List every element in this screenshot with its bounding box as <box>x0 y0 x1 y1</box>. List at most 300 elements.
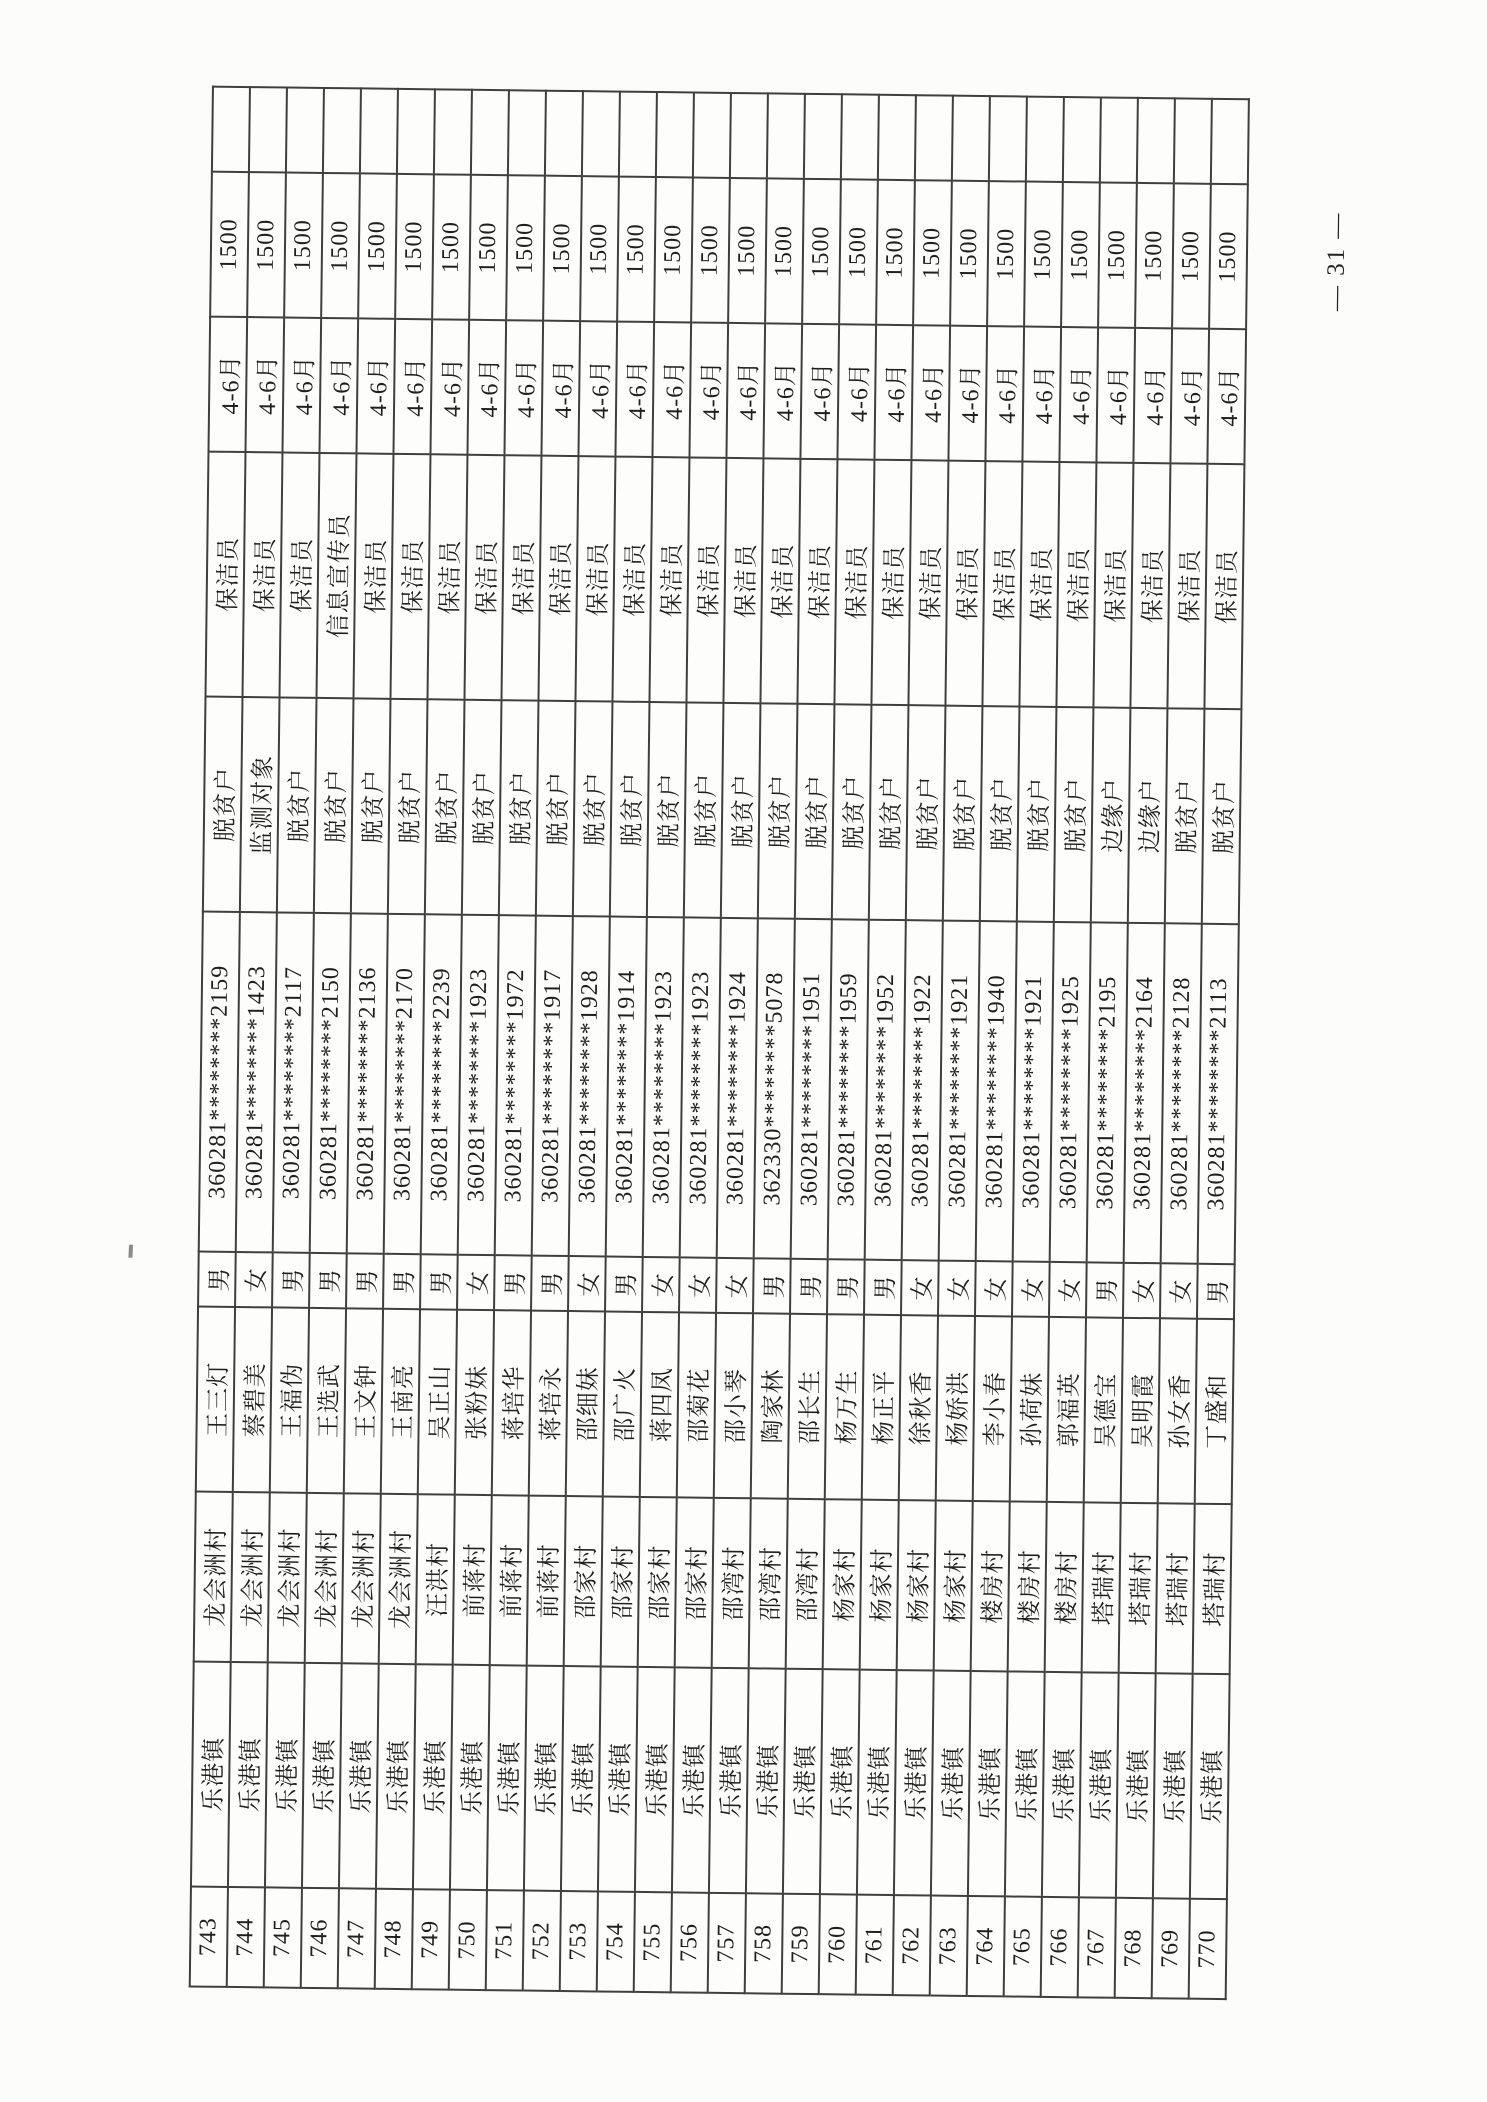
cell-months: 4-6月 <box>1059 327 1098 462</box>
cell-village: 塔瑞村 <box>1156 1503 1195 1673</box>
cell-village: 塔瑞村 <box>1119 1503 1158 1673</box>
cell-serial: 765 <box>1004 1896 1042 1996</box>
cell-post: 保洁员 <box>908 460 948 705</box>
cell-post: 信息宣传员 <box>316 453 356 698</box>
cell-name: 孙荷妹 <box>1010 1316 1049 1501</box>
cell-months: 4-6月 <box>430 319 469 454</box>
cell-name: 徐秋香 <box>899 1315 938 1500</box>
cell-town: 乐港镇 <box>265 1662 305 1887</box>
cell-remark <box>212 87 250 172</box>
cell-gender: 女 <box>1012 1261 1050 1316</box>
cell-gender: 男 <box>605 1256 643 1311</box>
cell-amount: 1500 <box>839 179 878 324</box>
cell-village: 邵湾村 <box>712 1498 751 1668</box>
cell-name: 邵小琴 <box>714 1313 753 1498</box>
cell-serial: 752 <box>523 1891 561 1991</box>
cell-serial: 751 <box>486 1890 524 1990</box>
cell-months: 4-6月 <box>319 318 358 453</box>
cell-id_number: 360281********2239 <box>421 914 462 1254</box>
cell-amount: 1500 <box>506 175 545 320</box>
cell-serial: 757 <box>708 1893 746 1993</box>
cell-gender: 男 <box>309 1253 347 1308</box>
cell-months: 4-6月 <box>1133 328 1172 463</box>
cell-id_number: 360281********1928 <box>569 916 610 1256</box>
cell-category: 脱贫户 <box>277 697 317 912</box>
subsidy-table <box>189 86 1250 2001</box>
cell-id_number: 360281********2113 <box>1198 924 1239 1264</box>
cell-serial: 761 <box>856 1895 894 1995</box>
cell-post: 保洁员 <box>1093 462 1133 707</box>
cell-village: 前蒋村 <box>490 1495 529 1665</box>
cell-town: 乐港镇 <box>672 1667 712 1892</box>
cell-village: 杨家村 <box>823 1499 862 1669</box>
cell-town: 乐港镇 <box>857 1670 897 1895</box>
cell-name: 邵菊花 <box>677 1312 716 1497</box>
cell-gender: 女 <box>568 1256 606 1311</box>
cell-serial: 769 <box>1152 1898 1190 1998</box>
cell-amount: 1500 <box>654 177 693 322</box>
cell-gender: 女 <box>1123 1263 1161 1318</box>
cell-town: 乐港镇 <box>709 1668 749 1893</box>
cell-post: 保洁员 <box>390 454 430 699</box>
cell-id_number: 360281********1921 <box>1013 921 1054 1261</box>
cell-name: 杨正平 <box>862 1315 901 1500</box>
cell-category: 脱贫户 <box>684 702 724 917</box>
cell-remark <box>471 90 509 175</box>
cell-post: 保洁员 <box>427 454 467 699</box>
scan-artifact <box>128 1245 133 1258</box>
cell-amount: 1500 <box>1172 183 1211 328</box>
cell-town: 乐港镇 <box>635 1667 675 1892</box>
cell-category: 脱贫户 <box>351 698 391 913</box>
cell-category: 脱贫户 <box>1202 709 1242 924</box>
cell-months: 4-6月 <box>1170 328 1209 463</box>
cell-category: 脱贫户 <box>610 702 650 917</box>
cell-category: 脱贫户 <box>203 697 243 912</box>
cell-months: 4-6月 <box>467 320 506 455</box>
cell-town: 乐港镇 <box>1042 1672 1082 1897</box>
cell-id_number: 360281********1925 <box>1050 922 1091 1262</box>
cell-name: 邵广火 <box>603 1311 642 1496</box>
cell-serial: 744 <box>227 1887 265 1987</box>
cell-post: 保洁员 <box>612 457 652 702</box>
cell-id_number: 360281********1940 <box>976 921 1017 1261</box>
cell-category: 边缘户 <box>1091 707 1131 922</box>
cell-post: 保洁员 <box>982 461 1022 706</box>
cell-serial: 748 <box>375 1889 413 1989</box>
cell-category: 脱贫户 <box>425 699 465 914</box>
cell-town: 乐港镇 <box>413 1664 453 1889</box>
cell-id_number: 360281********1952 <box>865 920 906 1260</box>
cell-remark <box>841 94 879 179</box>
cell-town: 乐港镇 <box>302 1663 342 1888</box>
cell-post: 保洁员 <box>501 455 541 700</box>
cell-name: 孙女香 <box>1158 1318 1197 1503</box>
cell-town: 乐港镇 <box>1190 1674 1230 1899</box>
cell-id_number: 360281********1923 <box>680 917 721 1257</box>
cell-id_number: 360281********2117 <box>273 912 314 1252</box>
cell-village: 龙会洲村 <box>268 1492 307 1662</box>
cell-category: 脱贫户 <box>980 706 1020 921</box>
cell-months: 4-6月 <box>800 324 839 459</box>
cell-post: 保洁员 <box>353 453 393 698</box>
cell-category: 脱贫户 <box>647 702 687 917</box>
cell-serial: 749 <box>412 1889 450 1989</box>
cell-category: 脱贫户 <box>795 704 835 919</box>
page-number: — 31 — <box>1322 211 1351 312</box>
cell-amount: 1500 <box>1209 184 1248 329</box>
cell-name: 蒋培华 <box>492 1310 531 1495</box>
cell-serial: 753 <box>560 1891 598 1991</box>
cell-town: 乐港镇 <box>931 1671 971 1896</box>
cell-serial: 756 <box>671 1892 709 1992</box>
cell-gender: 女 <box>938 1261 976 1316</box>
cell-gender: 男 <box>494 1255 532 1310</box>
cell-village: 前蒋村 <box>527 1496 566 1666</box>
cell-amount: 1500 <box>358 173 397 318</box>
cell-serial: 768 <box>1115 1898 1153 1998</box>
cell-amount: 1500 <box>617 177 656 322</box>
cell-village: 塔瑞村 <box>1193 1504 1232 1674</box>
cell-months: 4-6月 <box>948 326 987 461</box>
cell-id_number: 360281********1959 <box>828 919 869 1259</box>
cell-village: 龙会洲村 <box>194 1492 233 1662</box>
cell-id_number: 360281********1922 <box>902 920 943 1260</box>
cell-post: 保洁员 <box>723 458 763 703</box>
cell-gender: 男 <box>346 1253 384 1308</box>
cell-name: 吴正山 <box>418 1309 457 1494</box>
cell-amount: 1500 <box>987 181 1026 326</box>
cell-remark <box>360 88 398 173</box>
cell-gender: 男 <box>383 1254 421 1309</box>
cell-gender: 男 <box>753 1258 791 1313</box>
cell-town: 乐港镇 <box>746 1668 786 1893</box>
cell-category: 脱贫户 <box>1017 707 1057 922</box>
cell-category: 脱贫户 <box>758 703 798 918</box>
cell-town: 乐港镇 <box>968 1671 1008 1896</box>
cell-remark <box>397 89 435 174</box>
cell-id_number: 360281********1921 <box>939 921 980 1261</box>
cell-name: 邵长生 <box>788 1314 827 1499</box>
cell-id_number: 360281********2136 <box>347 913 388 1253</box>
cell-name: 蒋四凤 <box>640 1312 679 1497</box>
cell-gender: 女 <box>975 1261 1013 1316</box>
cell-village: 杨家村 <box>897 1500 936 1670</box>
cell-id_number: 362330********5078 <box>754 918 795 1258</box>
cell-amount: 1500 <box>728 178 767 323</box>
cell-id_number: 360281********2128 <box>1161 923 1202 1263</box>
cell-village: 楼房村 <box>971 1501 1010 1671</box>
cell-amount: 1500 <box>1061 182 1100 327</box>
cell-town: 乐港镇 <box>524 1666 564 1891</box>
cell-name: 王福伪 <box>270 1307 309 1492</box>
cell-gender: 女 <box>1160 1263 1198 1318</box>
cell-name: 杨娇洪 <box>936 1316 975 1501</box>
cell-category: 脱贫户 <box>943 706 983 921</box>
cell-town: 乐港镇 <box>1153 1673 1193 1898</box>
cell-town: 乐港镇 <box>820 1669 860 1894</box>
cell-name: 王三灯 <box>196 1307 235 1492</box>
cell-serial: 762 <box>893 1895 931 1995</box>
cell-post: 保洁员 <box>538 456 578 701</box>
cell-post: 保洁员 <box>575 456 615 701</box>
cell-town: 乐港镇 <box>339 1663 379 1888</box>
cell-remark <box>1137 98 1175 183</box>
cell-months: 4-6月 <box>726 323 765 458</box>
cell-serial: 759 <box>782 1894 820 1994</box>
cell-gender: 男 <box>790 1259 828 1314</box>
cell-name: 郭福英 <box>1047 1317 1086 1502</box>
cell-months: 4-6月 <box>282 317 321 452</box>
cell-gender: 女 <box>642 1257 680 1312</box>
cell-id_number: 360281********1951 <box>791 919 832 1259</box>
cell-gender: 男 <box>827 1259 865 1314</box>
cell-town: 乐港镇 <box>450 1665 490 1890</box>
cell-remark <box>508 90 546 175</box>
cell-serial: 767 <box>1078 1897 1116 1997</box>
cell-post: 保洁员 <box>279 452 319 697</box>
cell-amount: 1500 <box>1098 182 1137 327</box>
cell-post: 保洁员 <box>1056 462 1096 707</box>
cell-name: 邵细妹 <box>566 1311 605 1496</box>
cell-serial: 747 <box>338 1888 376 1988</box>
cell-village: 龙会洲村 <box>342 1493 381 1663</box>
cell-village: 龙会洲村 <box>305 1493 344 1663</box>
cell-post: 保洁员 <box>243 452 283 697</box>
cell-gender: 女 <box>716 1258 754 1313</box>
cell-village: 邵家村 <box>638 1497 677 1667</box>
cell-amount: 1500 <box>469 175 508 320</box>
cell-name: 张粉妹 <box>455 1310 494 1495</box>
cell-gender: 男 <box>864 1260 902 1315</box>
cell-id_number: 360281********2170 <box>384 914 425 1254</box>
cell-amount: 1500 <box>580 176 619 321</box>
cell-amount: 1500 <box>1024 182 1063 327</box>
cell-post: 保洁员 <box>1130 463 1170 708</box>
cell-remark <box>989 96 1027 181</box>
cell-remark <box>1174 98 1212 183</box>
cell-serial: 760 <box>819 1894 857 1994</box>
cell-gender: 女 <box>901 1260 939 1315</box>
cell-remark <box>656 92 694 177</box>
cell-post: 保洁员 <box>1204 464 1244 709</box>
cell-amount: 1500 <box>210 172 249 317</box>
cell-name: 蒋培永 <box>529 1311 568 1496</box>
cell-months: 4-6月 <box>1022 327 1061 462</box>
cell-gender: 男 <box>1197 1264 1235 1319</box>
cell-village: 塔瑞村 <box>1082 1502 1121 1672</box>
cell-amount: 1500 <box>802 179 841 324</box>
cell-category: 脱贫户 <box>721 703 761 918</box>
table-body <box>190 87 1249 2000</box>
cell-town: 乐港镇 <box>228 1662 268 1887</box>
cell-post: 保洁员 <box>206 452 246 697</box>
cell-category: 脱贫户 <box>388 699 428 914</box>
cell-post: 保洁员 <box>1167 463 1207 708</box>
cell-village: 楼房村 <box>1008 1501 1047 1671</box>
cell-name: 丁盛和 <box>1195 1319 1234 1504</box>
cell-serial: 743 <box>190 1886 228 1986</box>
cell-category: 脱贫户 <box>1165 708 1205 923</box>
cell-remark <box>952 96 990 181</box>
cell-months: 4-6月 <box>911 325 950 460</box>
cell-amount: 1500 <box>543 176 582 321</box>
cell-gender: 女 <box>457 1255 495 1310</box>
cell-category: 脱贫户 <box>536 701 576 916</box>
cell-months: 4-6月 <box>393 319 432 454</box>
cell-name: 陶家林 <box>751 1313 790 1498</box>
cell-months: 4-6月 <box>541 321 580 456</box>
cell-gender: 男 <box>420 1254 458 1309</box>
cell-town: 乐港镇 <box>376 1664 416 1889</box>
cell-gender: 男 <box>531 1256 569 1311</box>
cell-category: 脱贫户 <box>573 701 613 916</box>
cell-town: 乐港镇 <box>894 1670 934 1895</box>
cell-category: 监测对象 <box>240 697 280 912</box>
cell-gender: 女 <box>235 1252 273 1307</box>
cell-id_number: 360281********2159 <box>199 912 240 1252</box>
cell-months: 4-6月 <box>208 317 247 452</box>
cell-village: 汪洪村 <box>416 1494 455 1664</box>
cell-id_number: 360281********1924 <box>717 918 758 1258</box>
cell-name: 杨万生 <box>825 1314 864 1499</box>
cell-amount: 1500 <box>913 180 952 325</box>
cell-months: 4-6月 <box>615 322 654 457</box>
cell-village: 龙会洲村 <box>231 1492 270 1662</box>
cell-serial: 750 <box>449 1890 487 1990</box>
cell-town: 乐港镇 <box>561 1666 601 1891</box>
cell-remark <box>1063 97 1101 182</box>
cell-gender: 女 <box>679 1257 717 1312</box>
cell-post: 保洁员 <box>797 459 837 704</box>
cell-remark <box>915 95 953 180</box>
cell-village: 杨家村 <box>934 1501 973 1671</box>
cell-amount: 1500 <box>395 174 434 319</box>
cell-months: 4-6月 <box>652 322 691 457</box>
cell-name: 李小春 <box>973 1316 1012 1501</box>
cell-town: 乐港镇 <box>1079 1672 1119 1897</box>
cell-serial: 770 <box>1189 1899 1227 1999</box>
cell-remark <box>1026 97 1064 182</box>
cell-serial: 763 <box>930 1896 968 1996</box>
cell-category: 脱贫户 <box>462 700 502 915</box>
cell-months: 4-6月 <box>1096 327 1135 462</box>
cell-village: 杨家村 <box>860 1500 899 1670</box>
cell-town: 乐港镇 <box>783 1669 823 1894</box>
cell-town: 乐港镇 <box>487 1665 527 1890</box>
cell-name: 蔡碧美 <box>233 1307 272 1492</box>
cell-village: 邵湾村 <box>786 1499 825 1669</box>
cell-village: 龙会洲村 <box>379 1494 418 1664</box>
cell-remark <box>582 91 620 176</box>
cell-remark <box>249 87 287 172</box>
cell-remark <box>1100 97 1138 182</box>
cell-id_number: 360281********2164 <box>1124 923 1165 1263</box>
cell-serial: 764 <box>967 1896 1005 1996</box>
cell-category: 边缘户 <box>1128 708 1168 923</box>
cell-id_number: 360281********1423 <box>236 912 277 1252</box>
cell-post: 保洁员 <box>871 460 911 705</box>
cell-amount: 1500 <box>247 172 286 317</box>
cell-category: 脱贫户 <box>499 700 539 915</box>
cell-id_number: 360281********1923 <box>458 915 499 1255</box>
cell-gender: 女 <box>1049 1262 1087 1317</box>
cell-months: 4-6月 <box>578 321 617 456</box>
cell-months: 4-6月 <box>689 322 728 457</box>
cell-serial: 758 <box>745 1893 783 1993</box>
cell-remark <box>1211 99 1249 184</box>
cell-village: 邵湾村 <box>749 1498 788 1668</box>
cell-village: 前蒋村 <box>453 1495 492 1665</box>
cell-remark <box>878 95 916 180</box>
cell-remark <box>545 91 583 176</box>
cell-town: 乐港镇 <box>1005 1671 1045 1896</box>
cell-months: 4-6月 <box>985 326 1024 461</box>
cell-remark <box>286 88 324 173</box>
cell-remark <box>730 93 768 178</box>
cell-id_number: 360281********1914 <box>606 917 647 1257</box>
cell-serial: 755 <box>634 1892 672 1992</box>
cell-category: 脱贫户 <box>869 705 909 920</box>
cell-amount: 1500 <box>321 173 360 318</box>
cell-post: 保洁员 <box>649 457 689 702</box>
cell-village: 邵家村 <box>564 1496 603 1666</box>
cell-gender: 男 <box>1086 1262 1124 1317</box>
cell-id_number: 360281********1972 <box>495 915 536 1255</box>
cell-id_number: 360281********1923 <box>643 917 684 1257</box>
cell-gender: 男 <box>272 1252 310 1307</box>
cell-category: 脱贫户 <box>906 705 946 920</box>
cell-id_number: 360281********2150 <box>310 913 351 1253</box>
cell-post: 保洁员 <box>686 457 726 702</box>
cell-remark <box>619 92 657 177</box>
cell-months: 4-6月 <box>763 323 802 458</box>
cell-remark <box>434 89 472 174</box>
cell-name: 王选武 <box>307 1308 346 1493</box>
cell-amount: 1500 <box>950 181 989 326</box>
cell-serial: 754 <box>597 1891 635 1991</box>
cell-months: 4-6月 <box>837 324 876 459</box>
cell-months: 4-6月 <box>245 317 284 452</box>
cell-town: 乐港镇 <box>1116 1673 1156 1898</box>
cell-remark <box>767 93 805 178</box>
cell-months: 4-6月 <box>356 318 395 453</box>
cell-id_number: 360281********1917 <box>532 916 573 1256</box>
cell-serial: 745 <box>264 1887 302 1987</box>
cell-village: 邵家村 <box>601 1496 640 1666</box>
cell-amount: 1500 <box>765 178 804 323</box>
cell-remark <box>693 92 731 177</box>
cell-category: 脱贫户 <box>832 704 872 919</box>
cell-name: 吴德宝 <box>1084 1317 1123 1502</box>
cell-amount: 1500 <box>284 173 323 318</box>
cell-months: 4-6月 <box>1207 329 1246 464</box>
cell-name: 王南亮 <box>381 1309 420 1494</box>
cell-amount: 1500 <box>1135 183 1174 328</box>
cell-village: 邵家村 <box>675 1497 714 1667</box>
cell-amount: 1500 <box>432 174 471 319</box>
cell-post: 保洁员 <box>760 458 800 703</box>
cell-post: 保洁员 <box>1019 462 1059 707</box>
cell-serial: 746 <box>301 1888 339 1988</box>
cell-post: 保洁员 <box>464 455 504 700</box>
cell-town: 乐港镇 <box>598 1666 638 1891</box>
cell-serial: 766 <box>1041 1897 1079 1997</box>
cell-id_number: 360281********2195 <box>1087 922 1128 1262</box>
cell-remark <box>323 88 361 173</box>
cell-category: 脱贫户 <box>1054 707 1094 922</box>
cell-town: 乐港镇 <box>191 1661 231 1886</box>
